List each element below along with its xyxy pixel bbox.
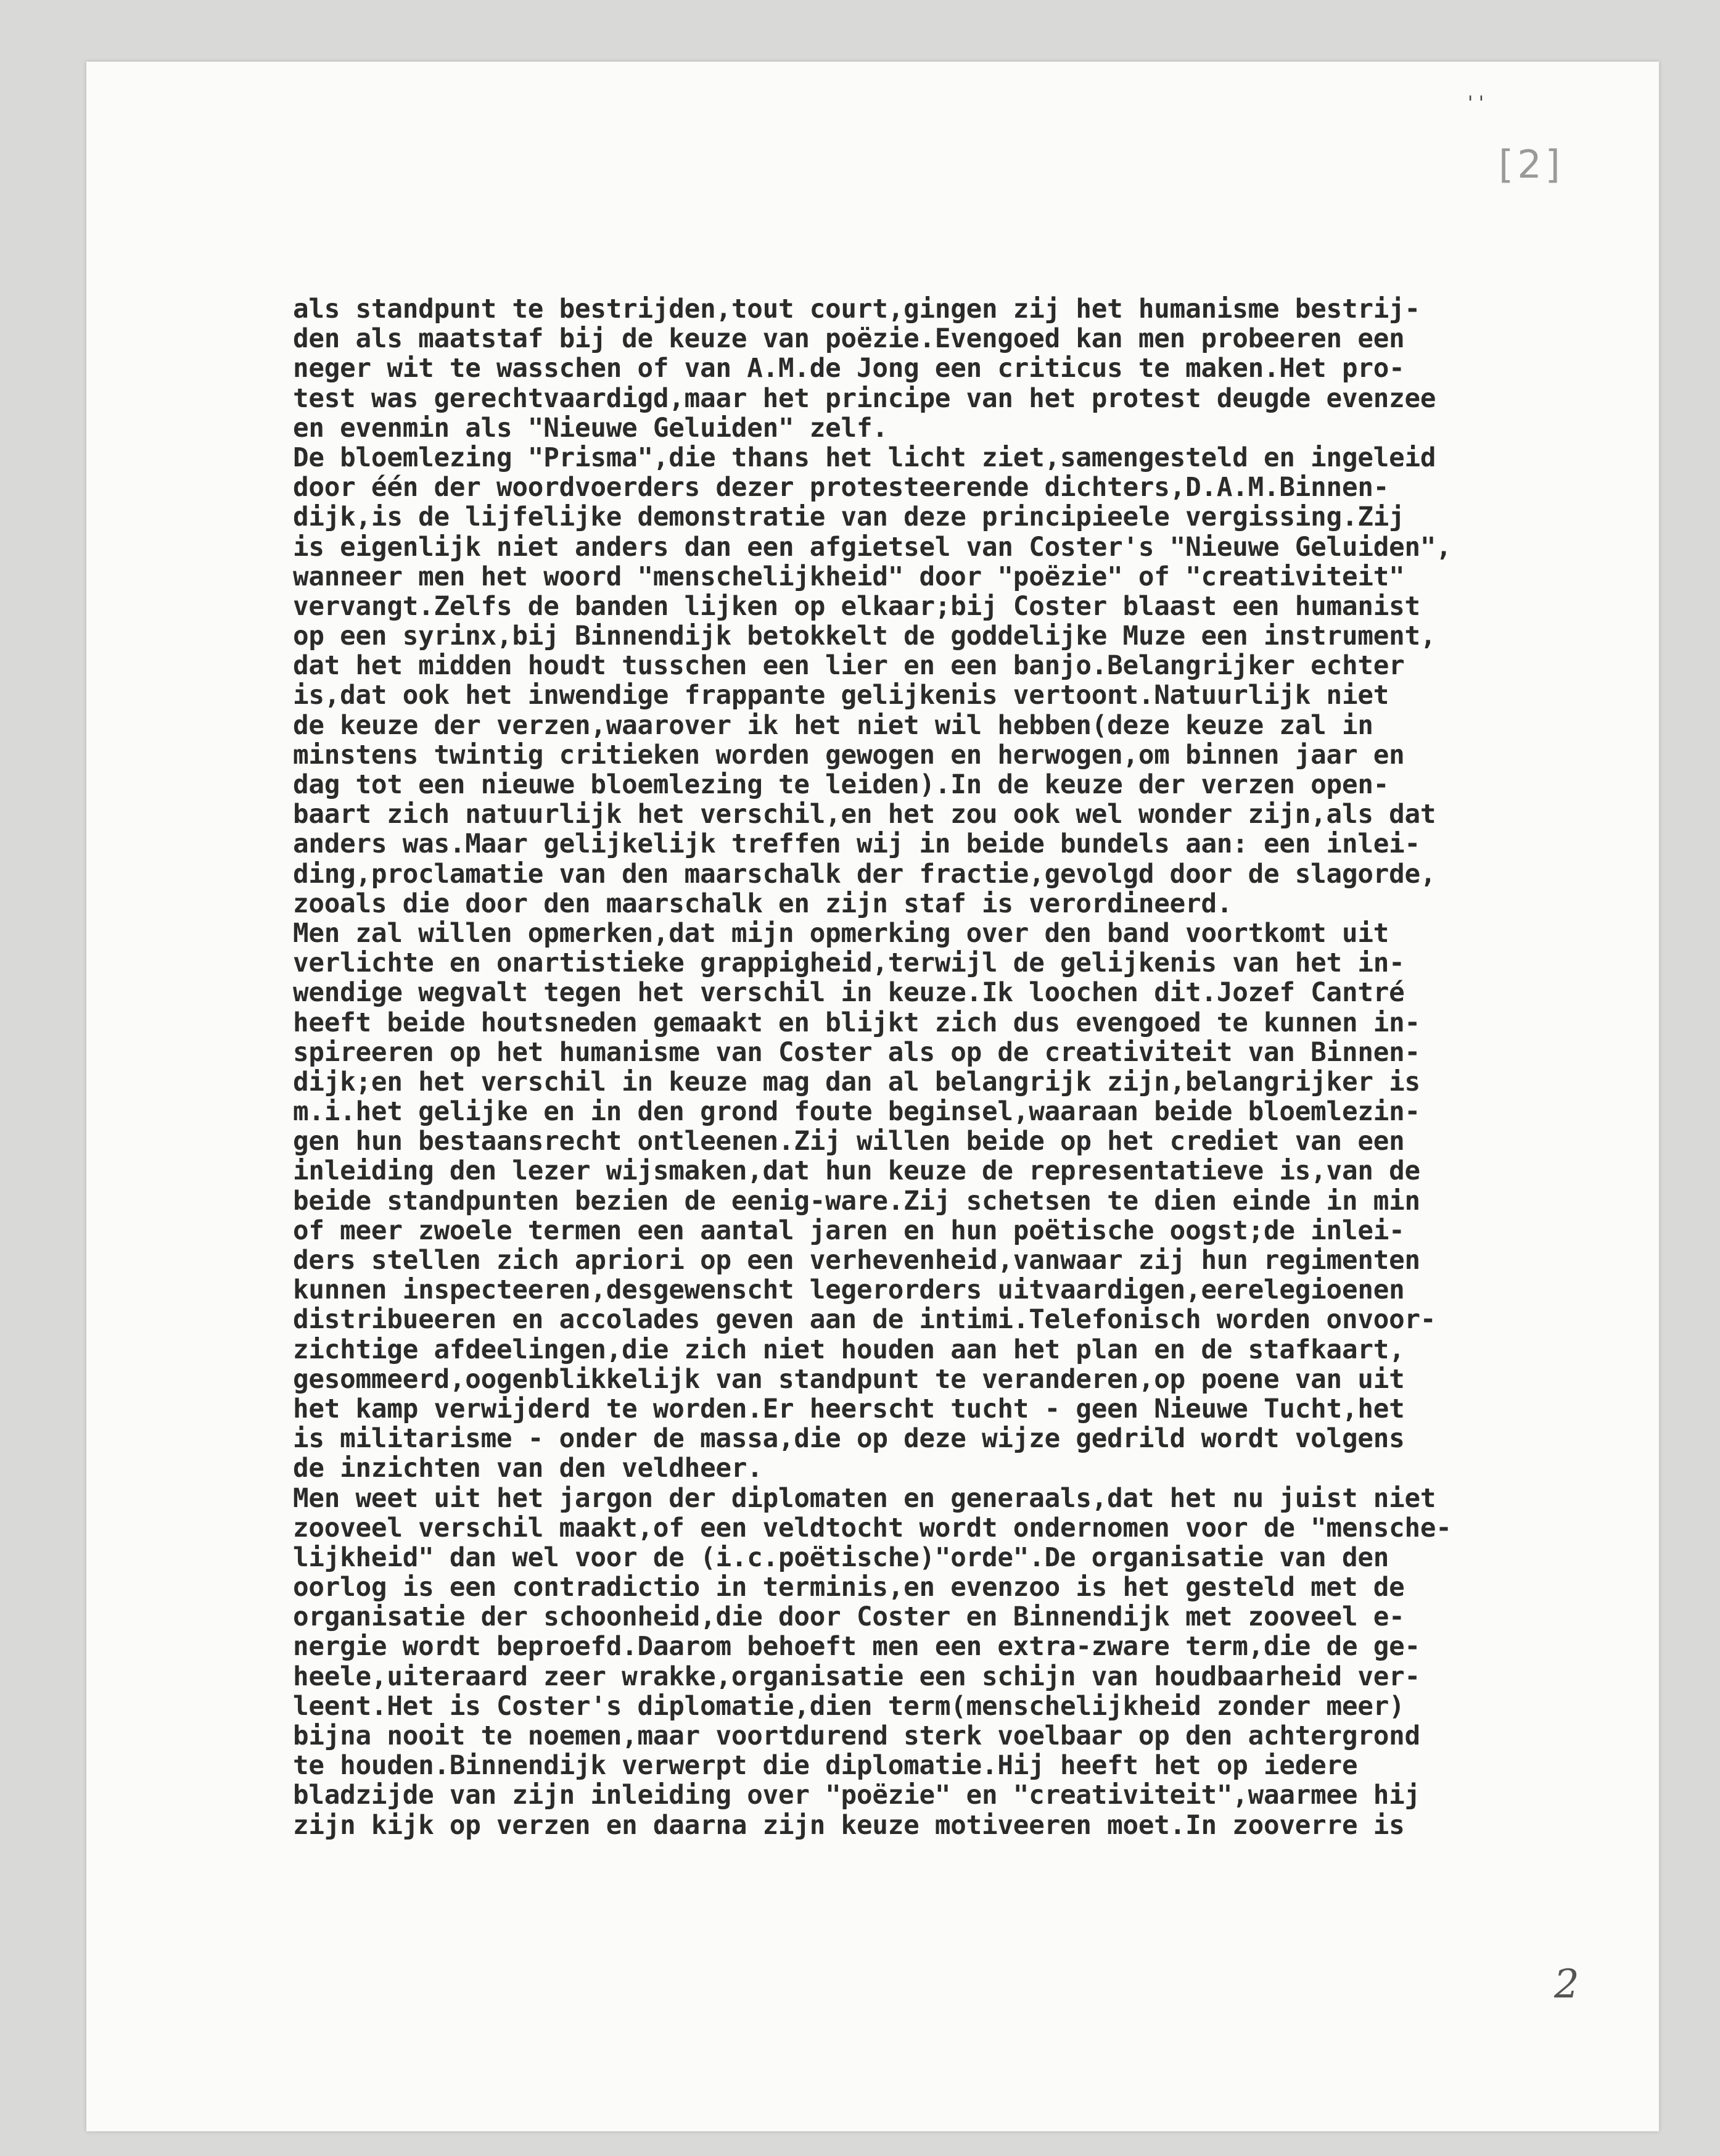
text-line: lijkheid" dan wel voor de (i.c.poëtische)"orde".De organisatie van den <box>293 1542 1389 1573</box>
text-line: op een syrinx,bij Binnendijk betokkelt de goddelijke Muze een instrument, <box>293 621 1436 652</box>
text-line: verlichte en onartistieke grappigheid,terwijl de gelijkenis van het in- <box>293 948 1405 979</box>
archive-page-number: [2] <box>1499 142 1564 187</box>
body-text <box>293 295 1656 1841</box>
text-line: minstens twintig critieken worden gewogen en herwogen,om binnen jaar en <box>293 740 1405 770</box>
text-line: bijna nooit te noemen,maar voortdurend sterk voelbaar op den achtergrond <box>293 1721 1420 1751</box>
text-line: het kamp verwijderd te worden.Er heerscht tucht - geen Nieuwe Tucht,het <box>293 1394 1405 1424</box>
text-line: en evenmin als "Nieuwe Geluiden" zelf. <box>293 413 888 444</box>
text-line: den als maatstaf bij de keuze van poëzie.Evengoed kan men probeeren een <box>293 324 1405 355</box>
text-line: beide standpunten bezien de eenig-ware.Zij schetsen te dien einde in min <box>293 1186 1420 1216</box>
text-line: zijn kijk op verzen en daarna zijn keuze motiveeren moet.In zooverre is <box>293 1810 1405 1841</box>
text-line: wendige wegvalt tegen het verschil in keuze.Ik loochen dit.Jozef Cantré <box>293 978 1405 1009</box>
text-line: De bloemlezing "Prisma",die thans het licht ziet,samengesteld en ingeleid <box>293 442 1436 473</box>
text-line: bladzijde van zijn inleiding over "poëzie" en "creativiteit",waarmee hij <box>293 1780 1420 1811</box>
text-line: wanneer men het woord "menschelijkheid" door "poëzie" of "creativiteit" <box>293 561 1405 592</box>
text-line: zooals die door den maarschalk en zijn staf is verordineerd. <box>293 888 1233 919</box>
text-line: nergie wordt beproefd.Daarom behoeft men een extra-zware term,die de ge- <box>293 1632 1420 1662</box>
text-line: door één der woordvoerders dezer protesteerende dichters,D.A.M.Binnen- <box>293 473 1389 503</box>
text-line: test was gerechtvaardigd,maar het principe van het protest deugde evenzee <box>293 383 1436 414</box>
text-line: anders was.Maar gelijkelijk treffen wij in beide bundels aan: een inlei- <box>293 829 1420 860</box>
text-line: ders stellen zich apriori op een verhevenheid,vanwaar zij hun regimenten <box>293 1245 1420 1276</box>
text-line: spireeren op het humanisme van Coster als op de creativiteit van Binnen- <box>293 1037 1420 1068</box>
text-line: de keuze der verzen,waarover ik het niet wil hebben(deze keuze zal in <box>293 710 1373 741</box>
text-line: Men weet uit het jargon der diplomaten en generaals,dat het nu juist niet <box>293 1483 1436 1514</box>
text-line: distribueeren en accolades geven aan de intimi.Telefonisch worden onvoor- <box>293 1305 1436 1336</box>
handwritten-page-number: 2 <box>1554 1962 1579 2007</box>
text-line: baart zich natuurlijk het verschil,en het zou ook wel wonder zijn,als dat <box>293 799 1436 830</box>
text-line: neger wit te wasschen of van A.M.de Jong een criticus te maken.Het pro- <box>293 353 1405 384</box>
text-line: dat het midden houdt tusschen een lier en een banjo.Belangrijker echter <box>293 651 1405 682</box>
text-line: dijk;en het verschil in keuze mag dan al belangrijk zijn,belangrijker is <box>293 1067 1420 1097</box>
text-line: de inzichten van den veldheer. <box>293 1453 763 1484</box>
text-line: leent.Het is Coster's diplomatie,dien term(menschelijkheid zonder meer) <box>293 1691 1405 1722</box>
text-line: is militarisme - onder de massa,die op deze wijze gedrild wordt volgens <box>293 1424 1405 1455</box>
text-line: dijk,is de lijfelijke demonstratie van deze principieele vergissing.Zij <box>293 502 1405 533</box>
corner-marks: ' ' <box>1468 93 1484 114</box>
text-line: gen hun bestaansrecht ontleenen.Zij willen beide op het crediet van een <box>293 1126 1405 1157</box>
text-line: zichtige afdeelingen,die zich niet houden aan het plan en de stafkaart, <box>293 1334 1405 1365</box>
text-line: organisatie der schoonheid,die door Coster en Binnendijk met zooveel e- <box>293 1602 1405 1633</box>
text-line: inleiding den lezer wijsmaken,dat hun keuze de representatieve is,van de <box>293 1156 1420 1187</box>
text-line: dag tot een nieuwe bloemlezing te leiden).In de keuze der verzen open- <box>293 770 1389 800</box>
text-line: m.i.het gelijke en in den grond foute beginsel,waaraan beide bloemlezin- <box>293 1097 1420 1128</box>
text-line: of meer zwoele termen een aantal jaren en hun poëtische oogst;de inlei- <box>293 1215 1405 1246</box>
text-line: te houden.Binnendijk verwerpt die diplomatie.Hij heeft het op iedere <box>293 1751 1358 1782</box>
text-line: zooveel verschil maakt,of een veldtocht wordt ondernomen voor de "mensche- <box>293 1513 1452 1543</box>
text-line: is eigenlijk niet anders dan een afgietsel van Coster's "Nieuwe Geluiden", <box>293 532 1452 563</box>
text-line: is,dat ook het inwendige frappante gelijkenis vertoont.Natuurlijk niet <box>293 680 1389 711</box>
text-line: heele,uiteraard zeer wrakke,organisatie een schijn van houdbaarheid ver- <box>293 1661 1420 1692</box>
text-line: kunnen inspecteeren,desgewenscht legerorders uitvaardigen,eerelegioenen <box>293 1275 1405 1306</box>
text-line: ding,proclamatie van den maarschalk der fractie,gevolgd door de slagorde, <box>293 859 1436 890</box>
text-line: als standpunt te bestrijden,tout court,gingen zij het humanisme bestrij- <box>293 294 1420 324</box>
text-line: Men zal willen opmerken,dat mijn opmerking over den band voortkomt uit <box>293 918 1389 949</box>
text-line: heeft beide houtsneden gemaakt en blijkt zich dus evengoed te kunnen in- <box>293 1007 1420 1038</box>
text-line: vervangt.Zelfs de banden lijken op elkaar;bij Coster blaast een humanist <box>293 591 1420 622</box>
text-line: oorlog is een contradictio in terminis,en evenzoo is het gesteld met de <box>293 1572 1405 1603</box>
text-line: gesommeerd,oogenblikkelijk van standpunt te veranderen,op poene van uit <box>293 1364 1405 1395</box>
